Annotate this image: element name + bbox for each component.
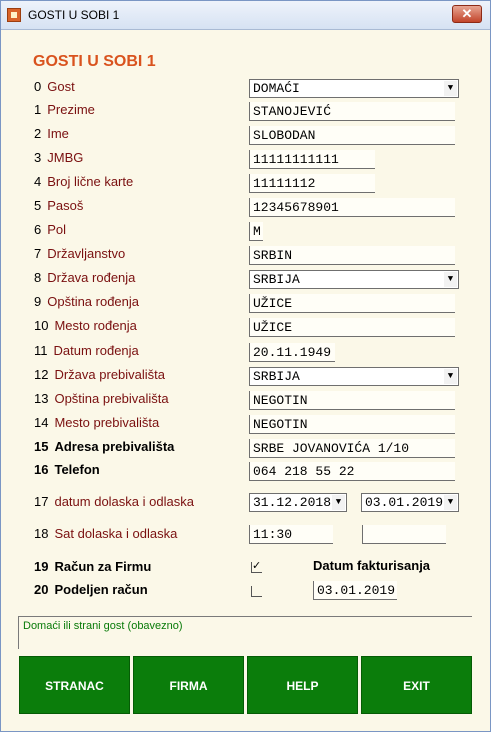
- label-telefon: 16 Telefon: [34, 462, 100, 477]
- help-button[interactable]: HELP: [247, 656, 358, 714]
- firma-button[interactable]: FIRMA: [133, 656, 244, 714]
- label-adresa-prebivalista: 15 Adresa prebivališta: [34, 439, 175, 454]
- datum-rodjenja-field[interactable]: 20.11.1949: [249, 343, 335, 362]
- label-pasos: 5 Pasoš: [34, 198, 84, 213]
- form-area: [1, 30, 490, 731]
- firm-checkbox[interactable]: [251, 562, 262, 573]
- label-pol: 6 Pol: [34, 222, 67, 237]
- label-drzava-rodjenja: 8 Država rođenja: [34, 270, 136, 285]
- label-racun-za-firmu: 19 Račun za Firmu: [34, 559, 152, 574]
- chevron-down-icon[interactable]: ▼: [332, 495, 345, 510]
- arrival-time-field[interactable]: 11:30: [249, 525, 333, 544]
- chevron-down-icon[interactable]: ▼: [444, 495, 457, 510]
- label-drzavljanstvo: 7 Državljanstvo: [34, 246, 126, 261]
- opstina-prebivalista-field[interactable]: NEGOTIN: [249, 391, 455, 410]
- gost-select[interactable]: DOMAĆI ▼: [249, 79, 459, 98]
- departure-date-select[interactable]: 03.01.2019 ▼: [361, 493, 459, 512]
- pol-field[interactable]: M: [249, 222, 263, 241]
- chevron-down-icon[interactable]: ▼: [444, 369, 457, 384]
- exit-button[interactable]: EXIT: [361, 656, 472, 714]
- form-heading: GOSTI U SOBI 1: [33, 53, 156, 70]
- label-datum-dolaska-odlaska: 17 datum dolaska i odlaska: [34, 494, 194, 509]
- chevron-down-icon[interactable]: ▼: [444, 272, 457, 287]
- mesto-rodjenja-field[interactable]: UŽICE: [249, 318, 455, 337]
- broj-licne-karte-field[interactable]: 11111112: [249, 174, 375, 193]
- split-checkbox[interactable]: [251, 586, 262, 597]
- jmbg-field[interactable]: 11111111111: [249, 150, 375, 169]
- app-icon: [7, 8, 21, 22]
- prezime-field[interactable]: STANOJEVIĆ: [249, 102, 455, 121]
- label-broj-licne-karte: 4 Broj lične karte: [34, 174, 134, 189]
- stranac-button[interactable]: STRANAC: [19, 656, 130, 714]
- label-drzava-prebivalista: 12 Država prebivališta: [34, 367, 166, 382]
- adresa-prebivalista-field[interactable]: SRBE JOVANOVIĆA 1/10: [249, 439, 455, 458]
- label-opstina-rodjenja: 9 Opština rođenja: [34, 294, 140, 309]
- label-mesto-prebivalista: 14 Mesto prebivališta: [34, 415, 160, 430]
- window-title: GOSTI U SOBI 1: [28, 8, 120, 22]
- telefon-field[interactable]: 064 218 55 22: [249, 462, 455, 481]
- status-hint: Domaći ili strani gost (obavezno): [18, 616, 472, 649]
- drzava-rodjenja-select[interactable]: SRBIJA ▼: [249, 270, 459, 289]
- departure-time-field[interactable]: [362, 525, 446, 544]
- invoice-date-field[interactable]: 03.01.2019: [313, 581, 397, 600]
- close-button[interactable]: ✕: [452, 5, 482, 23]
- opstina-rodjenja-field[interactable]: UŽICE: [249, 294, 455, 313]
- label-gost: 0 Gost: [34, 79, 75, 94]
- pasos-field[interactable]: 12345678901: [249, 198, 455, 217]
- label-jmbg: 3 JMBG: [34, 150, 84, 165]
- label-datum-rodjenja: 11 Datum rođenja: [34, 343, 139, 358]
- title-bar[interactable]: [1, 1, 490, 30]
- label-opstina-prebivalista: 13 Opština prebivališta: [34, 391, 169, 406]
- chevron-down-icon[interactable]: ▼: [444, 81, 457, 96]
- label-ime: 2 Ime: [34, 126, 69, 141]
- ime-field[interactable]: SLOBODAN: [249, 126, 455, 145]
- label-mesto-rodjenja: 10 Mesto rođenja: [34, 318, 137, 333]
- arrival-date-select[interactable]: 31.12.2018 ▼: [249, 493, 347, 512]
- mesto-prebivalista-field[interactable]: NEGOTIN: [249, 415, 455, 434]
- label-prezime: 1 Prezime: [34, 102, 95, 117]
- drzavljanstvo-field[interactable]: SRBIN: [249, 246, 455, 265]
- invoice-date-label: Datum fakturisanja: [313, 558, 431, 573]
- label-sat-dolaska-odlaska: 18 Sat dolaska i odlaska: [34, 526, 178, 541]
- label-podeljen-racun: 20 Podeljen račun: [34, 582, 148, 597]
- drzava-prebivalista-select[interactable]: SRBIJA ▼: [249, 367, 459, 386]
- check-icon: ✓: [252, 560, 262, 572]
